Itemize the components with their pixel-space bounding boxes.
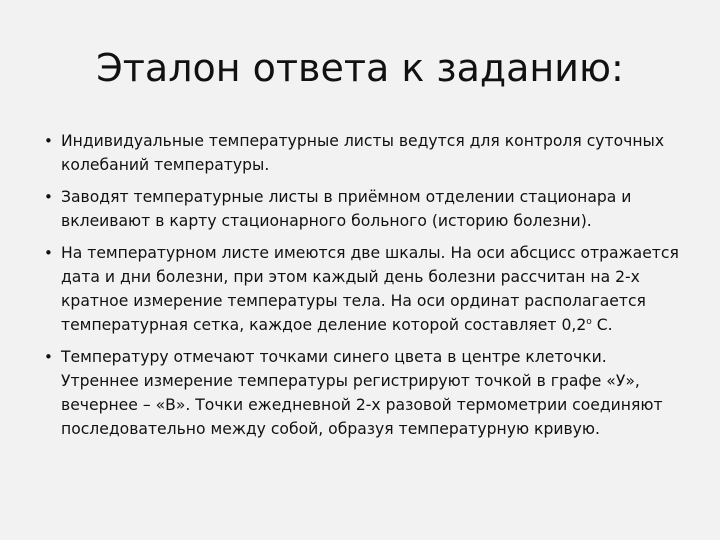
bullet-marker: • <box>44 132 53 150</box>
bullet-marker: • <box>44 188 53 206</box>
bullet-item <box>44 129 684 177</box>
bullet-item <box>44 241 684 337</box>
slide-title: Эталон ответа к заданию: <box>96 46 624 90</box>
bullet-marker: • <box>44 244 53 262</box>
bullet-text: Индивидуальные температурные листы ведутся для контроля суточных колебаний температуры. <box>61 132 665 174</box>
bullet-text: Заводят температурные листы в приёмном отделении стационара и вклеивают в карту стационарного больного (историю болезни). <box>61 188 632 230</box>
bullet-marker: • <box>44 348 53 366</box>
bullet-text: На температурном листе имеются две шкалы. На оси абсцисс отражается дата и дни болезни, при этом каждый день болезни рассчитан на 2-х кратное измерение температуры тела. На оси ординат располагается температурная сетка, каждое деление которой составляет 0,2 <box>61 244 679 334</box>
degree-superscript: о <box>586 316 592 327</box>
bullet-item <box>44 185 684 233</box>
bullet-text-tail: С. <box>591 316 613 334</box>
bullet-list <box>44 129 684 449</box>
bullet-item <box>44 345 684 441</box>
bullet-text: Температуру отмечают точками синего цвета в центре клеточки. Утреннее измерение температуры регистрируют точкой в графе «У», вечернее – «В». Точки ежедневной 2-х разовой термометрии соединяют последовательно между собой, образуя температурную кривую. <box>61 348 663 438</box>
